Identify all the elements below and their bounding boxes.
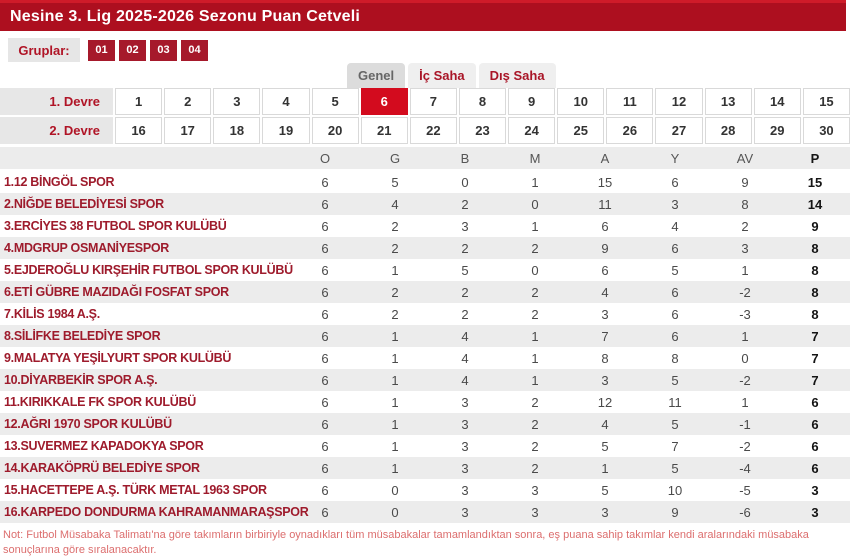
stat-cell-B: 3 xyxy=(461,438,469,454)
stat-cell-G: 5 xyxy=(391,174,399,190)
stat-cell-AV: -4 xyxy=(739,460,751,476)
stat-cell-P: 6 xyxy=(811,416,819,432)
stat-cell-Y: 5 xyxy=(671,416,679,432)
team-rank: 1. xyxy=(4,175,14,189)
team-name-cell[interactable] xyxy=(0,483,290,497)
week-cell-28[interactable]: 28 xyxy=(705,117,752,144)
stat-cell-Y: 10 xyxy=(667,482,683,498)
week-cell-8[interactable]: 8 xyxy=(459,88,506,115)
stat-cell-O: 6 xyxy=(321,306,329,322)
col-header-M: M xyxy=(529,150,541,166)
team-name-cell[interactable] xyxy=(0,307,290,321)
table-row xyxy=(0,457,850,479)
stat-cell-P: 7 xyxy=(811,350,819,366)
team-rank: 6. xyxy=(4,285,14,299)
stat-cell-G: 1 xyxy=(391,350,399,366)
stat-cell-B: 4 xyxy=(461,350,469,366)
stat-cell-G: 1 xyxy=(391,262,399,278)
footer-note: Not: Futbol Müsabaka Talimatı'na göre takımların birbiriyle oynadıkları tüm müsabakalar tamamlandıktan sonra, eş puana sahip takımlar kendi aralarındaki müsabaka sonuçlarına göre sıralanacaktır. xyxy=(3,529,809,556)
team-name: ERCİYES 38 FUTBOL SPOR KULÜBÜ xyxy=(13,219,227,233)
team-name: EJDEROĞLU KIRŞEHİR FUTBOL SPOR KULÜBÜ xyxy=(13,263,293,277)
stat-cell-B: 2 xyxy=(461,306,469,322)
stat-cell-A: 9 xyxy=(601,240,609,256)
team-name: KIRIKKALE FK SPOR KULÜBÜ xyxy=(19,395,196,409)
team-rank: 2. xyxy=(4,197,14,211)
stat-cell-A: 8 xyxy=(601,350,609,366)
stat-cell-G: 2 xyxy=(391,306,399,322)
stat-cell-AV: 1 xyxy=(741,328,749,344)
stat-cell-Y: 6 xyxy=(671,284,679,300)
stat-cell-B: 3 xyxy=(461,482,469,498)
stat-cell-AV: -5 xyxy=(739,482,751,498)
second-half-label: 2. Devre xyxy=(0,117,113,144)
stat-cell-P: 7 xyxy=(811,372,819,388)
stat-cell-A: 4 xyxy=(601,416,609,432)
stat-cell-A: 15 xyxy=(597,174,613,190)
stat-cell-O: 6 xyxy=(321,196,329,212)
week-cell-14[interactable]: 14 xyxy=(754,88,801,115)
stat-cell-AV: 9 xyxy=(741,174,749,190)
team-rank: 11. xyxy=(4,395,20,409)
stat-cell-G: 0 xyxy=(391,482,399,498)
team-name: MDGRUP OSMANİYESPOR xyxy=(13,241,170,255)
stat-cell-AV: -2 xyxy=(739,284,751,300)
stat-cell-G: 1 xyxy=(391,372,399,388)
team-name-cell[interactable] xyxy=(0,197,290,211)
stat-cell-O: 6 xyxy=(321,416,329,432)
stat-cell-G: 2 xyxy=(391,218,399,234)
stat-cell-M: 2 xyxy=(531,240,539,256)
table-row xyxy=(0,303,850,325)
week-cell-7[interactable]: 7 xyxy=(410,88,457,115)
team-name: NİĞDE BELEDİYESİ SPOR xyxy=(13,197,164,211)
stat-cell-B: 3 xyxy=(461,394,469,410)
week-cell-4[interactable]: 4 xyxy=(262,88,309,115)
tab-ic-saha[interactable]: İç Saha xyxy=(408,63,476,88)
groups-row xyxy=(0,38,850,62)
team-name: SUVERMEZ KAPADOKYA SPOR xyxy=(20,439,204,453)
table-row xyxy=(0,369,850,391)
col-header-B: B xyxy=(460,150,470,166)
stat-cell-Y: 3 xyxy=(671,196,679,212)
stat-cell-G: 2 xyxy=(391,284,399,300)
stat-cell-P: 8 xyxy=(811,284,819,300)
week-cell-10[interactable]: 10 xyxy=(557,88,604,115)
team-name: DİYARBEKİR SPOR A.Ş. xyxy=(20,373,158,387)
stat-cell-AV: 1 xyxy=(741,394,749,410)
team-name: KARPEDO DONDURMA KAHRAMANMARAŞSPOR xyxy=(20,505,309,519)
stat-cell-AV: 0 xyxy=(741,350,749,366)
team-rank: 4. xyxy=(4,241,14,255)
group-button-01[interactable]: 01 xyxy=(88,40,115,61)
stat-cell-A: 3 xyxy=(601,306,609,322)
stat-cell-B: 4 xyxy=(461,372,469,388)
table-row xyxy=(0,391,850,413)
tab-dis-saha[interactable]: Dış Saha xyxy=(479,63,556,88)
col-header-AV: AV xyxy=(736,150,754,166)
stat-cell-AV: -2 xyxy=(739,438,751,454)
stat-cell-G: 1 xyxy=(391,394,399,410)
col-header-P: P xyxy=(810,150,820,166)
table-row xyxy=(0,281,850,303)
week-cell-25[interactable]: 25 xyxy=(557,117,604,144)
week-cell-3[interactable]: 3 xyxy=(213,88,260,115)
stat-cell-P: 8 xyxy=(811,240,819,256)
page-title: Nesine 3. Lig 2025-2026 Sezonu Puan Cetveli xyxy=(10,8,361,25)
team-rank: 10. xyxy=(4,373,21,387)
stat-cell-P: 6 xyxy=(811,460,819,476)
stat-cell-M: 2 xyxy=(531,460,539,476)
stat-cell-Y: 8 xyxy=(671,350,679,366)
team-rank: 5. xyxy=(4,263,14,277)
table-row xyxy=(0,325,850,347)
stat-cell-O: 6 xyxy=(321,218,329,234)
stat-cell-G: 1 xyxy=(391,416,399,432)
stat-cell-AV: -6 xyxy=(739,504,751,520)
week-cell-24[interactable]: 24 xyxy=(508,117,555,144)
table-row xyxy=(0,171,850,193)
stat-cell-M: 2 xyxy=(531,394,539,410)
stat-cell-P: 9 xyxy=(811,218,819,234)
team-name: HACETTEPE A.Ş. TÜRK METAL 1963 SPOR xyxy=(20,483,267,497)
first-half-label: 1. Devre xyxy=(0,88,113,115)
stat-cell-O: 6 xyxy=(321,504,329,520)
col-header-G: G xyxy=(389,150,401,166)
stat-cell-O: 6 xyxy=(321,438,329,454)
table-row xyxy=(0,479,850,501)
stat-cell-O: 6 xyxy=(321,284,329,300)
stat-cell-Y: 6 xyxy=(671,328,679,344)
team-rank: 14. xyxy=(4,461,21,475)
stat-cell-M: 0 xyxy=(531,262,539,278)
stat-cell-AV: -3 xyxy=(739,306,751,322)
stat-cell-M: 2 xyxy=(531,416,539,432)
stat-cell-O: 6 xyxy=(321,394,329,410)
stat-cell-Y: 6 xyxy=(671,174,679,190)
week-cell-1[interactable]: 1 xyxy=(115,88,162,115)
team-rank: 13. xyxy=(4,439,21,453)
stat-cell-AV: 3 xyxy=(741,240,749,256)
stat-cell-A: 4 xyxy=(601,284,609,300)
stat-cell-P: 3 xyxy=(811,504,819,520)
team-name-cell[interactable] xyxy=(0,285,290,299)
team-name-cell[interactable] xyxy=(0,417,290,431)
stat-cell-P: 8 xyxy=(811,306,819,322)
week-cell-2[interactable]: 2 xyxy=(164,88,211,115)
stat-cell-B: 2 xyxy=(461,240,469,256)
stat-cell-P: 8 xyxy=(811,262,819,278)
stat-cell-A: 6 xyxy=(601,262,609,278)
team-name: AĞRI 1970 SPOR KULÜBÜ xyxy=(20,417,172,431)
week-cell-19[interactable]: 19 xyxy=(262,117,309,144)
stat-cell-A: 3 xyxy=(601,504,609,520)
week-cell-18[interactable]: 18 xyxy=(213,117,260,144)
stat-cell-Y: 5 xyxy=(671,262,679,278)
table-row xyxy=(0,237,850,259)
team-name-cell[interactable] xyxy=(0,395,290,409)
team-name: MALATYA YEŞİLYURT SPOR KULÜBÜ xyxy=(13,351,232,365)
stat-cell-M: 1 xyxy=(531,350,539,366)
stat-cell-B: 4 xyxy=(461,328,469,344)
stat-cell-B: 0 xyxy=(461,174,469,190)
stat-cell-Y: 7 xyxy=(671,438,679,454)
group-button-04[interactable]: 04 xyxy=(181,40,208,61)
table-row xyxy=(0,259,850,281)
stat-cell-Y: 9 xyxy=(671,504,679,520)
week-cell-12[interactable]: 12 xyxy=(655,88,702,115)
stat-cell-G: 1 xyxy=(391,328,399,344)
stat-cell-O: 6 xyxy=(321,262,329,278)
stat-cell-AV: -1 xyxy=(739,416,751,432)
stat-cell-G: 1 xyxy=(391,438,399,454)
standings-body xyxy=(0,171,850,523)
stat-cell-M: 2 xyxy=(531,438,539,454)
week-cell-13[interactable]: 13 xyxy=(705,88,752,115)
table-row xyxy=(0,501,850,523)
stat-cell-M: 3 xyxy=(531,504,539,520)
team-name-cell[interactable] xyxy=(0,219,290,233)
stat-cell-B: 2 xyxy=(461,284,469,300)
team-name-cell[interactable] xyxy=(0,461,290,475)
team-rank: 8. xyxy=(4,329,14,343)
week-cell-27[interactable]: 27 xyxy=(655,117,702,144)
stat-cell-B: 3 xyxy=(461,504,469,520)
stat-cell-AV: 8 xyxy=(741,196,749,212)
stat-cell-G: 4 xyxy=(391,196,399,212)
table-row xyxy=(0,215,850,237)
stat-cell-A: 7 xyxy=(601,328,609,344)
col-header-A: A xyxy=(600,150,610,166)
title-bar xyxy=(0,0,846,31)
stat-cell-AV: 1 xyxy=(741,262,749,278)
week-cell-17[interactable]: 17 xyxy=(164,117,211,144)
team-rank: 9. xyxy=(4,351,14,365)
team-name: ETİ GÜBRE MAZIDAĞI FOSFAT SPOR xyxy=(13,285,229,299)
stat-cell-M: 2 xyxy=(531,284,539,300)
tab-genel[interactable]: Genel xyxy=(347,63,405,88)
stat-cell-P: 6 xyxy=(811,394,819,410)
stat-cell-A: 11 xyxy=(598,196,612,212)
stat-cell-AV: 2 xyxy=(741,218,749,234)
team-name-cell[interactable] xyxy=(0,329,290,343)
stat-cell-B: 3 xyxy=(461,218,469,234)
week-cell-29[interactable]: 29 xyxy=(754,117,801,144)
group-button-02[interactable]: 02 xyxy=(119,40,146,61)
stat-cell-Y: 11 xyxy=(668,394,682,410)
team-name-cell[interactable] xyxy=(0,373,290,387)
col-header-O: O xyxy=(319,150,331,166)
stat-cell-Y: 5 xyxy=(671,372,679,388)
stat-cell-B: 2 xyxy=(461,196,469,212)
team-name-cell[interactable] xyxy=(0,505,309,519)
stat-cell-G: 2 xyxy=(391,240,399,256)
stat-cell-B: 3 xyxy=(461,416,469,432)
week-cell-20[interactable]: 20 xyxy=(312,117,359,144)
team-rank: 7. xyxy=(4,307,14,321)
week-cell-9[interactable]: 9 xyxy=(508,88,555,115)
stat-cell-A: 5 xyxy=(601,438,609,454)
stat-cell-A: 3 xyxy=(601,372,609,388)
col-header-Y: Y xyxy=(670,150,680,166)
stat-cell-AV: -2 xyxy=(739,372,751,388)
week-cell-15[interactable]: 15 xyxy=(803,88,850,115)
team-name: KİLİS 1984 A.Ş. xyxy=(13,307,100,321)
team-name-cell[interactable] xyxy=(0,351,290,365)
stat-cell-O: 6 xyxy=(321,460,329,476)
stat-cell-O: 6 xyxy=(321,174,329,190)
stat-cell-A: 1 xyxy=(601,460,609,476)
week-cell-6[interactable]: 6 xyxy=(361,88,408,115)
week-cell-21[interactable]: 21 xyxy=(361,117,408,144)
team-name-cell[interactable] xyxy=(0,439,290,453)
stat-cell-G: 0 xyxy=(391,504,399,520)
team-rank: 12. xyxy=(4,417,21,431)
stat-cell-P: 15 xyxy=(807,174,823,190)
team-name: KARAKÖPRÜ BELEDİYE SPOR xyxy=(20,461,200,475)
table-row xyxy=(0,435,850,457)
stat-cell-M: 3 xyxy=(531,482,539,498)
stat-cell-O: 6 xyxy=(321,350,329,366)
stat-cell-M: 0 xyxy=(531,196,539,212)
stat-cell-P: 14 xyxy=(807,196,823,212)
week-cell-30[interactable]: 30 xyxy=(803,117,850,144)
standings-header-row xyxy=(0,147,850,169)
week-cell-11[interactable]: 11 xyxy=(606,88,653,115)
stat-cell-M: 2 xyxy=(531,306,539,322)
stat-cell-M: 1 xyxy=(531,328,539,344)
week-cell-22[interactable]: 22 xyxy=(410,117,457,144)
stat-cell-M: 1 xyxy=(531,174,539,190)
stat-cell-B: 3 xyxy=(461,460,469,476)
team-rank: 16. xyxy=(4,505,21,519)
stat-cell-A: 5 xyxy=(601,482,609,498)
stat-cell-Y: 4 xyxy=(671,218,679,234)
stat-cell-P: 6 xyxy=(811,438,819,454)
stat-cell-O: 6 xyxy=(321,328,329,344)
table-row xyxy=(0,347,850,369)
stat-cell-O: 6 xyxy=(321,372,329,388)
group-buttons xyxy=(88,40,212,61)
week-selector xyxy=(0,88,850,144)
stat-cell-P: 7 xyxy=(811,328,819,344)
week-cell-23[interactable]: 23 xyxy=(459,117,506,144)
stat-cell-M: 1 xyxy=(531,218,539,234)
table-row xyxy=(0,193,850,215)
groups-label: Gruplar: xyxy=(8,38,80,62)
team-name-cell[interactable] xyxy=(0,175,290,189)
tabs xyxy=(0,62,850,88)
week-cell-5[interactable]: 5 xyxy=(312,88,359,115)
stat-cell-G: 1 xyxy=(391,460,399,476)
week-cell-16[interactable]: 16 xyxy=(115,117,162,144)
stat-cell-P: 3 xyxy=(811,482,819,498)
stat-cell-O: 6 xyxy=(321,240,329,256)
standings-table xyxy=(0,147,850,523)
stat-cell-M: 1 xyxy=(531,372,539,388)
stat-cell-B: 5 xyxy=(461,262,469,278)
stat-cell-A: 6 xyxy=(601,218,609,234)
stat-cell-Y: 5 xyxy=(671,460,679,476)
team-name-cell[interactable] xyxy=(0,263,293,277)
table-row xyxy=(0,413,850,435)
team-name: SİLİFKE BELEDİYE SPOR xyxy=(13,329,161,343)
week-cell-26[interactable]: 26 xyxy=(606,117,653,144)
stat-cell-Y: 6 xyxy=(671,240,679,256)
stat-cell-Y: 6 xyxy=(671,306,679,322)
team-name: 12 BİNGÖL SPOR xyxy=(13,175,115,189)
team-name-cell[interactable] xyxy=(0,241,290,255)
stat-cell-A: 12 xyxy=(597,394,613,410)
team-rank: 3. xyxy=(4,219,14,233)
stat-cell-O: 6 xyxy=(321,482,329,498)
team-rank: 15. xyxy=(4,483,21,497)
group-button-03[interactable]: 03 xyxy=(150,40,177,61)
